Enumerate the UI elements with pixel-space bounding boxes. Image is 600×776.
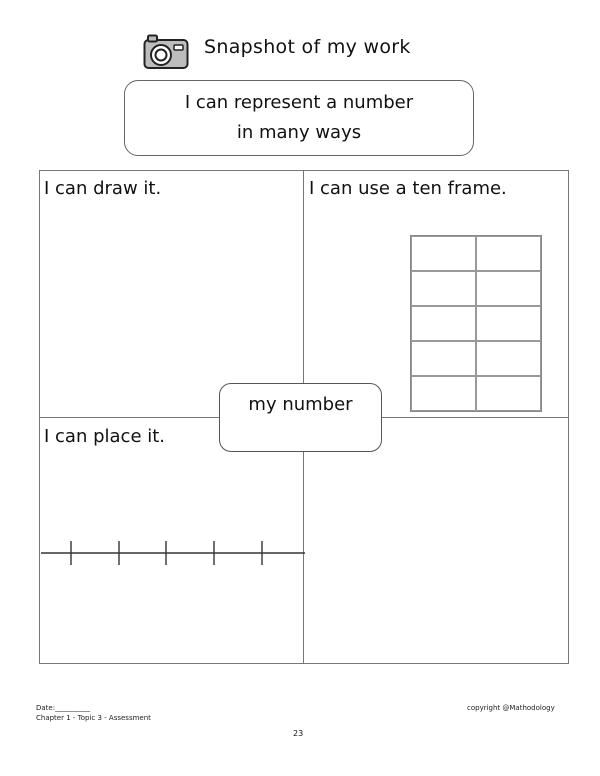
ten-frame-cell[interactable] bbox=[476, 236, 541, 271]
ten-frame-cell[interactable] bbox=[411, 341, 476, 376]
ten-frame-cell[interactable] bbox=[476, 306, 541, 341]
objective-box bbox=[124, 80, 474, 156]
ten-frame-cell[interactable] bbox=[476, 341, 541, 376]
ten-frame-cell[interactable] bbox=[411, 271, 476, 306]
number-line bbox=[41, 537, 305, 569]
chapter-info: Chapter 1 - Topic 3 - Assessment bbox=[36, 714, 151, 722]
objective-line-1: I can represent a number bbox=[184, 92, 414, 113]
date-field: Date:__________ bbox=[36, 704, 91, 712]
my-number-label: my number bbox=[248, 394, 353, 415]
my-number-box[interactable] bbox=[219, 383, 382, 452]
page-title: Snapshot of my work bbox=[204, 36, 411, 58]
ten-frame-cell[interactable] bbox=[411, 306, 476, 341]
ten-frame-cell[interactable] bbox=[411, 376, 476, 411]
draw-it-label: I can draw it. bbox=[44, 178, 162, 199]
camera-icon bbox=[143, 34, 189, 70]
ten-frame-cell[interactable] bbox=[476, 271, 541, 306]
ten-frame bbox=[410, 235, 542, 412]
ten-frame-label: I can use a ten frame. bbox=[309, 178, 507, 199]
copyright-text: copyright @Mathodology bbox=[467, 704, 555, 712]
page-number: 23 bbox=[293, 729, 304, 738]
ten-frame-cell[interactable] bbox=[476, 376, 541, 411]
objective-line-2: in many ways bbox=[236, 122, 362, 143]
place-it-label: I can place it. bbox=[44, 426, 166, 447]
ten-frame-cell[interactable] bbox=[411, 236, 476, 271]
